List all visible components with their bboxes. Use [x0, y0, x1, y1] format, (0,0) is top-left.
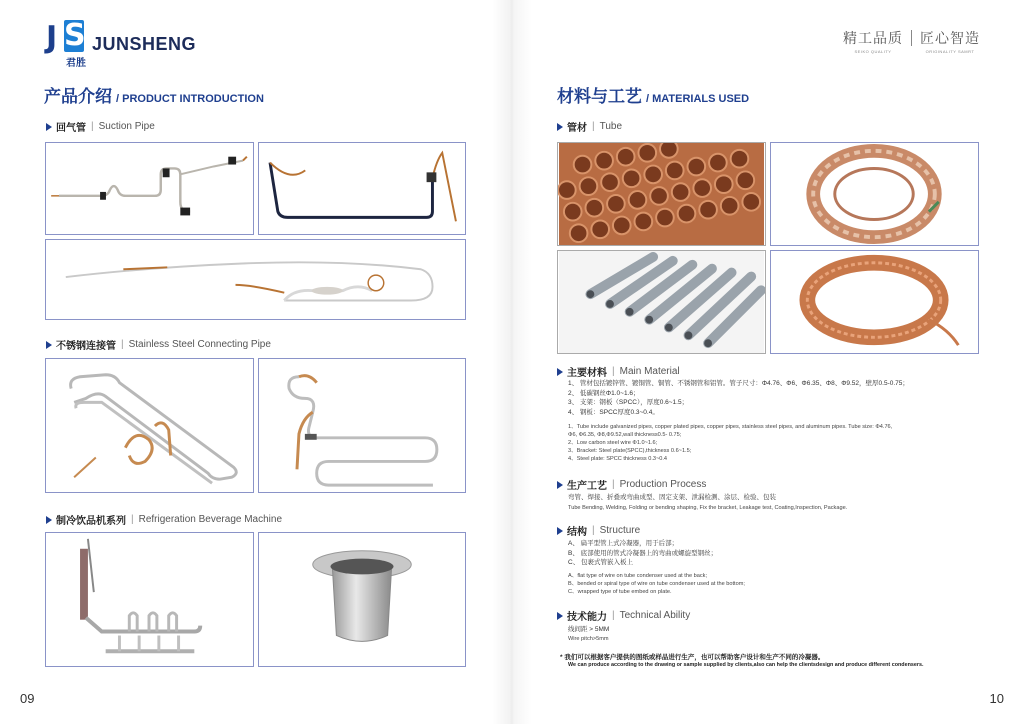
slogan-right-en: ORIGINALITY SAMRT: [925, 49, 975, 54]
tube-en: Tube: [599, 121, 623, 132]
beverage-machine-en: Refrigeration Beverage Machine: [138, 514, 283, 525]
slogan-left-cn: 精工品质: [843, 30, 903, 46]
beverage-machine-photo-2: [258, 532, 466, 667]
triangle-bullet-icon: [557, 527, 563, 535]
logo-mark: [44, 18, 88, 69]
suction-pipe-heading: [46, 119, 155, 134]
slogan-right: [920, 28, 980, 54]
stainless-pipe-heading: [46, 337, 271, 352]
triangle-bullet-icon: [557, 612, 563, 620]
brand-name: JUNSHENG: [92, 34, 197, 54]
copper-coil-photo: [770, 250, 979, 354]
suction-pipe-en: Suction Pipe: [98, 121, 155, 132]
suction-pipe-photo-3: [45, 239, 466, 320]
slogan-divider: [911, 30, 912, 46]
slogan-left: [843, 28, 903, 54]
technical-heading: [557, 608, 690, 623]
stainless-pipe-en: Stainless Steel Connecting Pipe: [128, 339, 271, 350]
materials-title-en: / MATERIALS USED: [646, 93, 750, 105]
separator: |: [612, 610, 615, 621]
main-material-cn: 主要材料: [567, 368, 607, 379]
book-spine-shadow: [492, 0, 532, 724]
production-cn-line: 弯管、焊接、折叠或弯曲成型、固定支架、泄漏检测、涂层、检验、包装: [568, 494, 776, 501]
suction-pipe-photo-2: [258, 142, 466, 235]
triangle-bullet-icon: [557, 368, 563, 376]
main-material-cn-line: 2、 低碳钢丝Φ1.0~1.6；: [568, 389, 640, 397]
copper-pipe-bundle-photo: [557, 142, 766, 246]
materials-title-cn: 材料与工艺: [557, 87, 642, 106]
main-material-en-list: [568, 423, 988, 463]
structure-en: Structure: [599, 525, 641, 536]
stainless-pipe-cn: 不锈钢连接管: [56, 341, 116, 352]
technical-en-line: Wire pitch>5mm: [568, 635, 609, 642]
structure-cn-line: A、 扁平型管上式冷凝器，用于后部；: [568, 540, 679, 547]
slogan: [843, 28, 980, 54]
suction-pipe-cn: 回气管: [56, 123, 86, 134]
product-intro-title-cn: 产品介绍: [44, 87, 112, 106]
page-number-left: 09: [20, 691, 35, 706]
structure-cn-line: C、 包裹式管嵌入板上: [568, 559, 633, 566]
custom-production-note-en: We can produce according to the drawing or sample supplied by clients,also can help the clientsdesign and produce different condensers.: [568, 662, 924, 668]
separator: |: [612, 366, 615, 377]
stainless-tubes-photo: [557, 250, 766, 354]
tube-heading: [557, 119, 622, 134]
main-material-cn-line: 3、 支架：钢板（SPCC），厚度0.6~1.5；: [568, 399, 689, 406]
structure-en-line: C、wrapped type of tube embed on plate.: [568, 589, 672, 595]
beverage-machine-heading: [46, 512, 282, 527]
logo-j: J: [46, 20, 58, 55]
technical-cn: 技术能力: [567, 612, 607, 623]
triangle-bullet-icon: [557, 481, 563, 489]
main-material-heading: [557, 364, 680, 379]
page-number-right: 10: [989, 691, 1004, 706]
main-material-cn-list: [568, 379, 988, 417]
structure-heading: [557, 523, 640, 538]
triangle-bullet-icon: [557, 123, 563, 131]
slogan-left-en: SEIKO QUALITY: [854, 49, 892, 54]
product-intro-title-en: / PRODUCT INTRODUCTION: [116, 93, 264, 105]
tube-cn: 管材: [567, 123, 587, 134]
structure-cn-list: [568, 539, 988, 568]
main-material-en-line: 4、Steel plate: SPCC thickness 0.3~0.4: [568, 456, 668, 462]
separator: |: [91, 121, 94, 132]
separator: |: [131, 514, 134, 525]
triangle-bullet-icon: [46, 516, 52, 524]
separator: |: [121, 339, 124, 350]
main-material-en-line: 1、Tube include galvanized pipes, copper plated pipes, copper pipes, stainless steel pipes, and aluminum pipes. Tube size: Φ4.76,: [568, 424, 893, 430]
separator: |: [592, 525, 595, 536]
production-cn: 生产工艺: [567, 481, 607, 492]
main-material-en-line: Φ6, Φ6.35, Φ8,Φ9.52,wall thickness0.5- 0.75;: [568, 432, 682, 438]
production-heading: [557, 477, 706, 492]
triangle-bullet-icon: [46, 341, 52, 349]
structure-en-line: B、bended or spiral type of wire on tube condenser used at the bottom;: [568, 581, 745, 587]
structure-en-line: A、flat type of wire on tube condenser used at the back;: [568, 573, 707, 579]
stainless-pipe-photo-1: [45, 358, 254, 493]
main-material-en-line: 3、Bracket: Steel plate(SPCC),thickness 0.6~1.5;: [568, 448, 692, 454]
slogan-right-cn: 匠心智造: [920, 30, 980, 46]
triangle-bullet-icon: [46, 123, 52, 131]
suction-pipe-photo-1: [45, 142, 254, 235]
production-en: Production Process: [619, 479, 707, 490]
product-intro-title: [44, 82, 264, 107]
main-material-en-line: 2、Low carbon steel wire Φ1.0~1.6;: [568, 440, 658, 446]
structure-cn-line: B、 底部使用的管式冷凝器上的弯曲或螺旋型钢丝；: [568, 549, 718, 557]
beverage-machine-cn: 制冷饮品机系列: [56, 516, 126, 527]
structure-en-list: [568, 572, 988, 596]
beverage-machine-photo-1: [45, 532, 254, 667]
production-text: [568, 493, 988, 512]
separator: |: [612, 479, 615, 490]
logo-chinese: 君胜: [66, 58, 86, 69]
custom-production-note-cn: * 我们可以根据客户提供的图纸或样品进行生产，也可以帮助客户设计和生产不同的冷凝器。: [560, 654, 825, 661]
materials-title: [557, 82, 749, 107]
copper-coil-wrapped-photo: [770, 142, 979, 246]
structure-cn: 结构: [567, 527, 587, 538]
technical-en: Technical Ability: [619, 610, 691, 621]
main-material-cn-line: 4、 钢板：SPCC厚度0.3~0.4。: [568, 408, 659, 416]
technical-text: [568, 625, 988, 643]
main-material-en: Main Material: [619, 366, 680, 377]
stainless-pipe-photo-2: [258, 358, 466, 493]
brand-logo: [44, 18, 197, 69]
technical-cn-line: 线间距 > 5MM: [568, 626, 610, 633]
main-material-cn-line: 1、 管材包括镀锌管、镀铜管、铜管、不锈钢管和铝管。管子尺寸：Φ4.76、Φ6、Φ6.35、Φ8、Φ9.52，壁厚0.5-0.75；: [568, 380, 909, 387]
production-en-line: Tube Bending, Welding, Folding or bending shaping, Fix the bracket, Leakage test, Coating,Inspection, Package.: [568, 504, 848, 511]
logo-s: S: [64, 18, 86, 53]
separator: |: [592, 121, 595, 132]
